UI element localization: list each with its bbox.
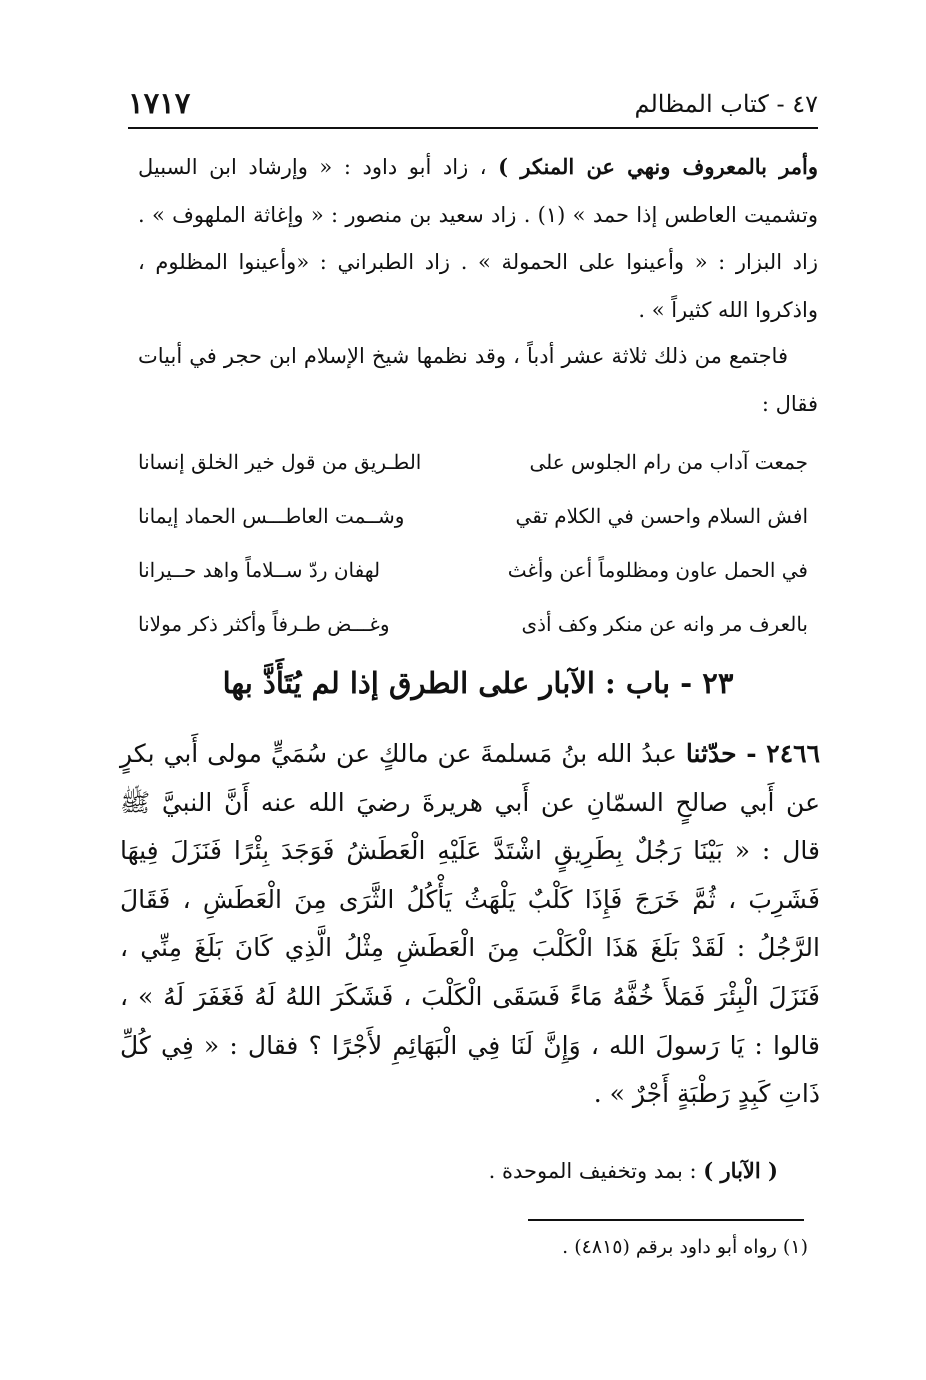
poem-intro-paragraph [138,333,818,428]
hadith-number-lead: ٢٤٦٦ - حدّثنا [685,739,821,768]
verse-first-hemistich: جمعت آداب من رام الجلوس على [529,450,808,474]
verse-second-hemistich: وغـــض طـرفاً وأكثر ذكر مولانا [138,612,390,636]
gloss-term: ( الآبار ) [703,1158,778,1183]
page-number: ١٧١٧ [128,86,191,120]
paragraph-text: ، زاد أبو داود : « وإرشاد ابن السبيل وتشميت العاطس إذا حمد » (١) . زاد سعيد بن منصور : « وإغاثة الملهوف » . زاد البزار : « وأعينوا على الحمولة » . زاد الطبراني : «وأعينوا المظلوم ، واذكروا الله كثيراً » . [138,155,818,322]
footnote-divider [528,1219,804,1221]
gloss-text: : بمد وتخفيف الموحدة . [488,1159,697,1183]
chapter-title: ٤٧ - كتاب المظالم [634,90,818,118]
poem-verse [138,450,818,490]
verse-first-hemistich: بالعرف مر وانه عن منكر وكف أذى [521,612,808,636]
poem-verse [138,558,818,598]
header-divider [128,127,818,129]
poem-verse [138,612,818,652]
chapter-heading: ٢٣ - باب : الآبار على الطرق إذا لم يُتَأَذَّ بها [222,666,734,700]
verse-second-hemistich: وشــمت العاطـــس الحماد إيمانا [138,504,405,528]
footnote: (١) رواه أبو داود برقم (٤٨١٥) . [562,1236,808,1258]
verse-first-hemistich: في الحمل عاون ومظلوماً أعن وأغث [507,558,808,582]
poem-intro-text: فاجتمع من ذلك ثلاثة عشر أدباً ، وقد نظمها شيخ الإسلام ابن حجر في أبيات فقال : [138,344,818,416]
hadith-body: عبدُ الله بنُ مَسلمةَ عن مالكٍ عن سُمَيٍّ مولى أَبي بكرٍ عن أَبي صالحٍ السمّانِ عن أَبي هريرةَ رضيَ الله عنه أَنَّ النبيَّ ﷺ قال : « بَيْنَا رَجُلٌ بِطَرِيقٍ اشْتَدَّ عَلَيْهِ الْعَطَشُ فَوَجَدَ بِئْرًا فَنَزَلَ فِيهَا فَشَرِبَ ، ثُمَّ خَرَجَ فَإِذَا كَلْبٌ يَلْهَثُ يَأْكُلُ الثَّرَى مِنَ الْعَطَشِ ، فَقَالَ الرَّجُلُ : لَقَدْ بَلَغَ هَذَا الْكَلْبَ مِنَ الْعَطَشِ مِثْلُ الَّذِي كَانَ بَلَغَ مِنِّي ، فَنَزَلَ الْبِئْرَ فَمَلأَ خُفَّهُ مَاءً فَسَقَى الْكَلْبَ ، فَشَكَرَ اللهُ لَهُ فَغَفَرَ لَهُ » ، قالوا : يَا رَسولَ الله ، وَإِنَّ لَنَا فِي الْبَهَائِمِ لأَجْرًا ؟ فقال : « فِي كُلِّ ذَاتِ كَبِدٍ رَطْبَةٍ أَجْرٌ » . [120,739,820,1109]
verse-second-hemistich: لهفان ردّ ســلاماً واهد حــيرانا [138,558,381,582]
commentary-paragraph [138,143,818,334]
hadith-text [120,730,820,1119]
paragraph-bold-lead: وأمر بالمعروف ونهي عن المنكر ) [498,154,819,179]
poem-verse [138,504,818,544]
verse-first-hemistich: افش السلام واحسن في الكلام تقي [515,504,808,528]
page-header [128,86,818,126]
word-gloss [138,1158,778,1183]
verse-second-hemistich: الطـريق من قول خير الخلق إنسانا [138,450,422,474]
